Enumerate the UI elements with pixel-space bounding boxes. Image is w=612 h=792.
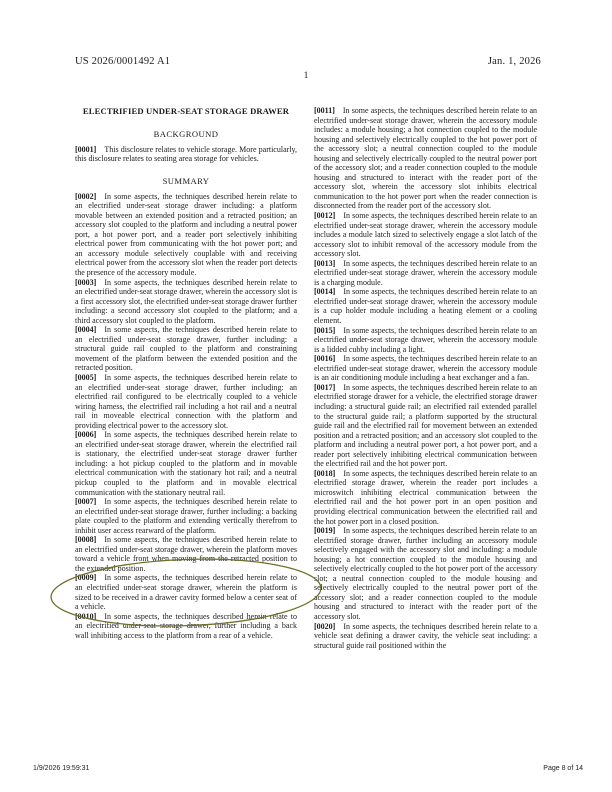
patent-paragraph (75, 612, 297, 641)
paragraph-number: [0001] (75, 144, 97, 154)
paragraph-number: [0014] (314, 287, 336, 297)
patent-paragraph (75, 497, 297, 535)
paragraph-text: In some aspects, the techniques described herein relate to an electrified under-seat storage drawer, wherein the accessory module includes a module latch sized to selectively engage a slot latch of the accessory slot to inhibit removal of the accessory module from the accessory slot. (314, 211, 537, 259)
paragraph-number: [0004] (75, 325, 97, 335)
patent-paragraph (75, 278, 297, 326)
paragraph-number: [0010] (75, 611, 97, 621)
paragraph-number: [0019] (314, 526, 336, 536)
patent-paragraph (314, 287, 537, 325)
paragraph-text: In some aspects, the techniques described herein relate to an electrified storage drawer, further including an accessory module selectively engaged with the accessory slot and including: a module housing; a hot connection coupled to the module housing and selectively electrically coupled to the hot power port of the accessory slot; a neutral connection coupled to the module housing and selectively electrically coupled to the neutral power port of the accessory slot; and a reader connection coupled to the module housing and structured to interact with the reader port of the accessory slot. (314, 526, 537, 621)
paragraph-text: In some aspects, the techniques described herein relate to an electrified under-seat storage drawer, wherein the platform moves toward a vehicle front when moving from the retracted position to the extended position. (75, 535, 297, 573)
paragraph-text: This disclosure relates to vehicle storage. More particularly, this disclosure relates to seating area storage for vehicles. (75, 144, 297, 164)
paragraph-number: [0011] (314, 106, 335, 115)
patent-paragraph (314, 259, 537, 288)
patent-paragraph (314, 106, 537, 211)
paragraph-number: [0003] (75, 277, 97, 287)
paragraph-text: In some aspects, the techniques described herein relate to an electrified storage drawer, wherein the reader port includes a microswitch inhibiting electrical communication between the electrified rail and the hot power port in an open position and providing electrical communication between the electrified rail and the hot power port in a closed position. (314, 468, 537, 526)
paragraph-number: [0009] (75, 573, 97, 583)
paragraph-number: [0015] (314, 325, 336, 335)
paragraph-text: In some aspects, the techniques described herein relate to a vehicle seat defining a drawer cavity, the vehicle seat including: a structural guide rail positioned within the (314, 621, 537, 650)
paragraph-text: In some aspects, the techniques described herein relate to an electrified under-seat storage drawer, wherein the accessory module is a cup holder module including a heating element or a cooling element. (314, 287, 537, 326)
patent-paragraph (314, 211, 537, 259)
patent-paragraph (314, 622, 537, 651)
patent-paragraph (314, 526, 537, 621)
paragraph-text: In some aspects, the techniques described herein relate to an electrified under-seat storage drawer, further including: a backing plate coupled to the platform and extending vertically therefrom to inhibit user access rearward of the platform. (75, 497, 297, 535)
document-title: ELECTRIFIED UNDER-SEAT STORAGE DRAWER (82, 106, 290, 116)
paragraph-number: [0013] (314, 258, 336, 268)
paragraph-text: In some aspects, the techniques described herein relate to an electrified under-seat storage drawer, wherein the accessory module is a charging module. (314, 258, 537, 287)
paragraph-number: [0007] (75, 497, 97, 507)
section-heading: BACKGROUND (153, 128, 219, 139)
patent-paragraph (75, 373, 297, 430)
paragraph-text: In some aspects, the techniques described herein relate to an electrified under-seat storage drawer, further including: a structural guide rail coupled to the platform and constraining movement of the platform between the extended position and the retracted position. (75, 325, 297, 373)
paragraph-number: [0005] (75, 372, 97, 382)
publication-date: Jan. 1, 2026 (487, 56, 541, 67)
paragraph-number: [0020] (314, 621, 336, 631)
paragraph-number: [0017] (314, 382, 336, 392)
paragraph-text: In some aspects, the techniques described herein relate to an electrified under-seat storage drawer, wherein the accessory module is an air conditioning module including a heat exchanger and a fan. (314, 354, 537, 383)
patent-paragraph (75, 535, 297, 573)
patent-paragraph (314, 354, 537, 383)
paragraph-number: [0012] (314, 211, 336, 221)
patent-paragraph (75, 430, 297, 497)
patent-paragraph (314, 326, 537, 355)
paragraph-text: In some aspects, the techniques described herein relate to an electrified under-seat storage drawer, wherein the accessory module is a lidded cubby including a light. (314, 325, 537, 354)
sheet-number: 1 (303, 71, 309, 81)
paragraph-text: In some aspects, the techniques described herein relate to an electrified under-seat storage drawer, wherein the electrified rail is stationary, the electrified under-seat storage drawer further including: a hot pickup coupled to the platform and in movable electrical communication with the stationary hot rail; and a neutral pickup coupled to the platform and in movable electrical communication with the stationary neutral rail. (75, 430, 297, 497)
paragraph-number: [0016] (314, 354, 336, 364)
paragraph-text: In some aspects, the techniques described herein relate to an electrified under-seat storage drawer, further including a back wall inhibiting access to the platform from a rear of a vehicle. (75, 611, 297, 640)
paragraph-text: In some aspects, the techniques described herein relate to an electrified under-seat storage drawer including: a platform movable between an extended position and a retracted position; an accessory slot coupled to the platform and including a neutral power port, a hot power port, and a reader port selectively inhibiting electrical power from communicating with the hot power port; and an accessory module selectively couplable with and receiving electrical power from the accessory slot when the reader port detects the presence of the accessory module. (75, 191, 297, 277)
paragraph-text: In some aspects, the techniques described herein relate to an electrified under-seat storage drawer, wherein the accessory module includes: a module housing; a hot connection coupled to the module housing and selectively electrically coupled to the hot power port of the accessory slot; a neutral connection coupled to the module housing and selectively electrically coupled to the neutral power port of the accessory slot; and a reader connection coupled to the module housing and structured to interact with the reader port of the accessory slot, wherein the accessory slot inhibits electrical communication to the hot power port when the reader connection is disconnected from the reader port of the accessory slot. (314, 106, 537, 211)
paragraph-number: [0008] (75, 535, 97, 545)
paragraph-text: In some aspects, the techniques described herein relate to an electrified under-seat storage drawer, wherein the platform is sized to be received in a drawer cavity formed below a center seat of a vehicle. (75, 573, 297, 612)
patent-paragraph (314, 383, 537, 469)
patent-paragraph (314, 469, 537, 526)
publication-number: US 2026/0001492 A1 (75, 56, 171, 67)
paragraph-number: [0006] (75, 430, 97, 440)
paragraph-number: [0002] (75, 191, 97, 201)
patent-paragraph (75, 573, 297, 611)
paragraph-text: In some aspects, the techniques described herein relate to an electrified under-seat storage drawer, further including: an electrified rail configured to be electrically coupled to a vehicle wiring harness, the electrified rail including a hot rail and a neutral rail in moveable electrical connection with the platform and providing electrical power to the accessory slot. (75, 372, 297, 430)
section-heading: SUMMARY (162, 175, 210, 186)
patent-paragraph (75, 192, 297, 278)
patent-paragraph (75, 325, 297, 373)
right-column (314, 106, 537, 650)
page-indicator: Page 8 of 14 (543, 765, 583, 772)
paragraph-text: In some aspects, the techniques described herein relate to an electrified storage drawer for a vehicle, the electrified storage drawer including: a structural guide rail; an electrified rail extended parallel to the structural guide rail; a platform supported by the structural guide rail and the electrified rail for movement between an extended position and a retracted position; and an accessory slot coupled to the platform and including a neutral power port, a hot power port, and a reader port selectively inhibiting electrical communication between the electrified rail and the hot power port. (314, 382, 537, 469)
left-column (75, 106, 297, 640)
patent-paragraph (75, 145, 297, 164)
paragraph-number: [0018] (314, 468, 336, 478)
print-timestamp: 1/9/2026 19:59:31 (33, 765, 90, 772)
paragraph-text: In some aspects, the techniques described herein relate to an electrified under-seat storage drawer, wherein the accessory slot is a first accessory slot, the electrified under-seat storage drawer further including: a second accessory slot coupled to the platform; and a third accessory slot coupled to the platform. (75, 277, 297, 325)
